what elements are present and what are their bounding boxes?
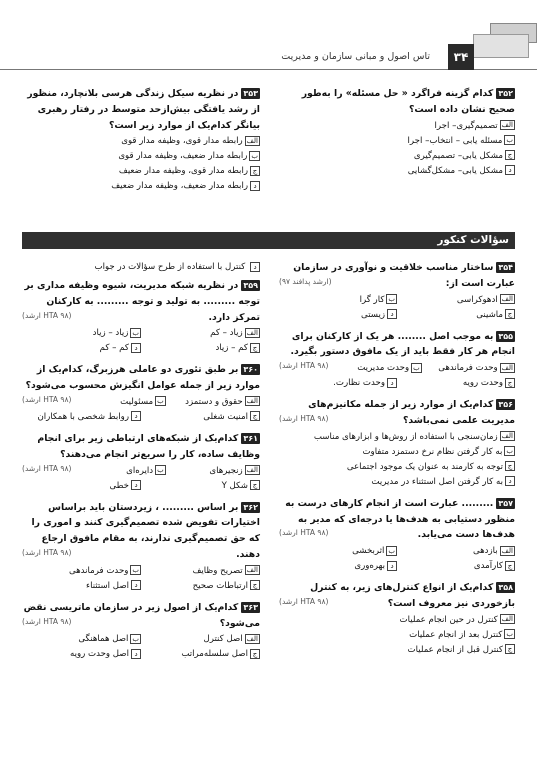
- options-row: [22, 326, 260, 341]
- option-label: د: [250, 181, 260, 191]
- options-row: [71, 464, 260, 479]
- option-text: ادهوکراسی: [456, 294, 498, 305]
- option-label: ب: [506, 136, 513, 145]
- option-item: [22, 134, 260, 149]
- option-item: [279, 376, 397, 391]
- option-label: الف: [246, 566, 258, 575]
- option-label: الف: [246, 328, 258, 337]
- right-column: [279, 260, 515, 664]
- option-label: الف: [246, 634, 258, 643]
- option-item: [166, 464, 260, 479]
- option-item: [166, 395, 260, 410]
- option-label: ج: [250, 166, 260, 176]
- question-number: ۳۵۸: [498, 583, 513, 593]
- option-item: [279, 119, 515, 134]
- option-label: الف: [501, 615, 513, 624]
- option-label: د: [131, 343, 141, 353]
- options-row: [22, 632, 260, 647]
- options-list: [279, 544, 515, 574]
- question-source: (ارشد HTA ۹۸): [22, 547, 72, 557]
- option-text: به کار گرفتن نظام نرخ دستمزد متفاوت: [362, 446, 503, 457]
- options-row: [22, 564, 260, 579]
- top-left-column: [22, 86, 260, 200]
- option-item: [71, 464, 165, 479]
- question-number: ۳۵۹: [243, 281, 258, 290]
- options-row: [22, 341, 260, 356]
- option-text: وحدت مدیریت: [357, 363, 410, 374]
- option-label: ب: [506, 630, 513, 639]
- option-text: توجه به کارمند به عنوان یک موجود اجتماعی: [346, 461, 503, 472]
- question-number: ۳۶۱: [243, 433, 258, 443]
- option-item: [71, 395, 165, 410]
- option-item: [397, 308, 515, 323]
- option-text: کنترل با استفاده از طرح سؤالات در جواب: [94, 262, 246, 272]
- option-item: [422, 361, 515, 376]
- option-item: [22, 647, 141, 662]
- options-row: [279, 559, 515, 574]
- option-text: زمان‌سنجی با استفاده از روش‌ها و ابزارهای مناسب: [313, 431, 498, 442]
- question: [279, 260, 515, 292]
- option-text: مشکل یابی– تصمیم‌گیری: [413, 150, 503, 161]
- option-label: ج: [250, 580, 260, 590]
- page-header: [0, 0, 537, 72]
- options-row: [279, 544, 515, 559]
- option-label: ج: [250, 649, 260, 659]
- option-label: د: [250, 262, 260, 272]
- option-item: [141, 479, 260, 494]
- option-label: الف: [501, 546, 513, 555]
- option-text: زنجیرهای: [209, 465, 243, 476]
- option-item: [141, 632, 260, 647]
- option-item: [141, 410, 260, 425]
- option-text: اثربخشی: [352, 546, 385, 557]
- option-label: ج: [505, 461, 515, 471]
- section-title-bar: سؤالات کنکور: [22, 232, 515, 249]
- options-row: [279, 376, 515, 391]
- question-number: ۳۶۲: [243, 502, 258, 512]
- question-text: کدام‌یک از انواع کنترل‌های زیر، به کنترل بازخوردی نیز معروف است؟: [310, 582, 515, 609]
- option-text: کم – کم: [99, 343, 129, 354]
- question-number: ۳۵۷: [498, 498, 513, 508]
- option-text: کم – زیاد: [215, 343, 248, 354]
- option-item: [279, 460, 515, 475]
- option-item: [22, 410, 141, 425]
- option-text: کنترل قبل از انجام عملیات: [407, 644, 503, 655]
- option-text: وحدت فرماندهی: [438, 363, 498, 374]
- question-number: ۳۵۲: [498, 89, 513, 98]
- option-label: ب: [157, 466, 164, 475]
- question-number: ۳۵۴: [498, 263, 513, 272]
- option-item: [279, 628, 515, 643]
- option-text: زیاد – کم: [210, 328, 243, 339]
- option-text: تصریح وظایف: [192, 565, 243, 576]
- option-label: الف: [501, 432, 513, 441]
- option-label: د: [387, 378, 397, 388]
- option-item: [22, 179, 260, 194]
- option-item: [279, 293, 397, 308]
- question: [22, 600, 260, 632]
- question: [279, 580, 515, 612]
- question-source: (ارشد HTA ۹۸): [279, 528, 329, 538]
- option-label: د: [131, 580, 141, 590]
- option-item: [279, 430, 515, 445]
- question-number: ۳۵۳: [243, 89, 258, 98]
- question-number: ۳۶۳: [243, 602, 258, 612]
- question-source: (ارشد پدافند ۹۷): [279, 276, 332, 286]
- option-label: د: [505, 165, 515, 175]
- option-label: د: [387, 561, 397, 571]
- option-label: ج: [505, 561, 515, 571]
- option-label: ج: [505, 309, 515, 319]
- options-list: [279, 613, 515, 658]
- option-text: اصل هماهنگی: [78, 634, 129, 645]
- option-text: مسئله یابی – انتخاب– اجرا: [407, 135, 503, 146]
- option-text: امنیت شغلی: [203, 411, 248, 422]
- option-text: اصل وحدت رویه: [69, 649, 129, 660]
- option-text: حقوق و دستمزد: [185, 396, 243, 407]
- question: [279, 496, 515, 543]
- options-row: [22, 479, 260, 494]
- option-item: [22, 579, 141, 594]
- question-number: ۳۵۶: [498, 400, 513, 410]
- left-column: [22, 260, 260, 668]
- option-label: د: [131, 480, 141, 490]
- option-label: ب: [251, 151, 258, 160]
- option-text: دایره‌ای: [126, 465, 154, 476]
- option-label: الف: [501, 363, 513, 372]
- question-number: ۳۶۰: [243, 365, 258, 375]
- option-item: [397, 544, 515, 559]
- options-row: [22, 579, 260, 594]
- question-source: (ارشد HTA ۹۸): [22, 616, 72, 626]
- options-row: [22, 647, 260, 662]
- page-number: ۳۴: [448, 44, 474, 70]
- option-text: مشکل یابی– مشکل‌گشایی: [407, 165, 503, 176]
- option-label: ب: [413, 363, 420, 372]
- question-text: در نظریه شبکه مدیریت، شیوه وظیفه مداری بر توجه ......... به تولید و توجه ......... به کارکنان تمرکز دارد.: [24, 280, 260, 323]
- option-item: [279, 613, 515, 628]
- option-item: [279, 544, 397, 559]
- option-label: الف: [246, 466, 258, 475]
- option-text: تصمیم‌گیری– اجرا: [434, 120, 498, 131]
- option-item: [141, 564, 260, 579]
- book-title: تاس اصول و مبانی سازمان و مدیریت: [281, 51, 430, 62]
- option-label: ج: [505, 644, 515, 654]
- option-text: زیاد – زیاد: [92, 328, 129, 339]
- option-text: بازدهی: [472, 546, 498, 557]
- option-text: اصل سلسله‌مراتب: [181, 649, 248, 660]
- option-text: ماشینی: [476, 309, 503, 320]
- option-text: اصل کنترل: [203, 634, 243, 645]
- options-row: [71, 395, 260, 410]
- question-text: ساختار مناسب خلاقیت و نوآوری در سازمان عبارت است از:: [293, 262, 515, 289]
- question-source: (ارشد HTA ۹۸): [22, 310, 72, 320]
- option-text: کار گرا: [359, 294, 385, 305]
- option-label: الف: [246, 397, 258, 406]
- question: [279, 86, 515, 118]
- option-text: وحدت فرماندهی: [68, 565, 129, 576]
- option-label: ب: [132, 328, 139, 337]
- option-item: [22, 341, 141, 356]
- option-item: [279, 149, 515, 164]
- option-text: رابطه مدار قوی، وظیفه مدار قوی: [121, 136, 243, 147]
- options-list: [279, 293, 515, 323]
- options-list: [22, 632, 260, 662]
- option-item: [279, 308, 397, 323]
- option-text: وحدت رویه: [462, 378, 503, 389]
- option-text: وحدت نظارت.: [333, 378, 385, 389]
- option-text: شکل Y: [221, 480, 248, 491]
- option-text: رابطه مدار قوی، وظیفه مدار ضعیف: [118, 166, 248, 177]
- question-text: بر طبق تئوری دو عاملی هرزبرگ، کدام‌یک از موارد زیر از جمله عوامل انگیزش محسوب می‌شود؟: [25, 364, 260, 392]
- option-label: ب: [388, 295, 395, 304]
- question-source: (ارشد HTA ۹۸): [22, 463, 72, 473]
- option-text: زیستی: [361, 309, 385, 320]
- option-label: ج: [250, 480, 260, 490]
- option-label: د: [131, 411, 141, 421]
- question-text: کدام‌یک از اصول زیر در سازمان ماتریسی نقض می‌شود؟: [23, 601, 260, 629]
- option-item: [141, 326, 260, 341]
- question: [22, 86, 260, 133]
- option-label: الف: [501, 295, 513, 304]
- question-text: کدام‌یک از شبکه‌های ارتباطی زیر برای انجام وظایف ساده، کار را سریع‌تر انجام می‌دهند؟: [37, 432, 260, 460]
- option-label: د: [505, 476, 515, 486]
- question-text: کدام گزینه فراگرد « حل مسئله» را به‌طور صحیح نشان داده است؟: [301, 88, 515, 115]
- option-text: کنترل در حین انجام عملیات: [399, 614, 498, 625]
- option-item: [279, 134, 515, 149]
- option-label: ب: [506, 447, 513, 456]
- option-label: الف: [246, 136, 258, 145]
- option-text: ارتباطات صحیح: [192, 580, 248, 591]
- top-right-column: [279, 86, 515, 185]
- option-item: [279, 643, 515, 658]
- options-row: [328, 361, 515, 376]
- option-item: [141, 579, 260, 594]
- option-label: ب: [388, 546, 395, 555]
- option-item: [279, 559, 397, 574]
- question-text: کدام‌یک از موارد زیر از جمله مکانیزم‌های مدیریت علمی نمی‌باشد؟: [308, 399, 515, 426]
- question-text: بر اساس ......... ، زیردستان باید براساس اختیارات تفویض شده تصمیم‌گیری کنند و اموری را که حق تصمیم‌گیری ندارند، به مقام مافوق ارجاع دهند.: [31, 501, 260, 560]
- options-row: [22, 410, 260, 425]
- option-label: ج: [250, 411, 260, 421]
- options-list: [22, 564, 260, 594]
- option-label: ج: [505, 378, 515, 388]
- question-text: در نظریه سیکل زندگی هرسی بلانچارد، منظور از رشد یافتگی بیش‌ازحد متوسط در رفتار رهبری بیانگر کدام‌یک از موارد زیر است؟: [27, 88, 260, 131]
- option-item: [22, 260, 260, 275]
- option-text: کارآمدی: [473, 561, 503, 572]
- option-item: [22, 326, 141, 341]
- question-number: ۳۵۵: [498, 331, 513, 341]
- option-item: [22, 149, 260, 164]
- option-label: ج: [505, 150, 515, 160]
- option-text: رابطه مدار ضعیف، وظیفه مدار قوی: [118, 151, 248, 162]
- option-text: مسئولیت: [120, 396, 154, 407]
- option-item: [22, 632, 141, 647]
- option-text: رابطه مدار ضعیف، وظیفه مدار ضعیف: [111, 181, 248, 192]
- option-item: [328, 361, 421, 376]
- options-list: [22, 134, 260, 194]
- question: [279, 397, 515, 429]
- question-source: (ارشد HTA ۹۸): [279, 596, 329, 606]
- option-label: د: [131, 649, 141, 659]
- option-item: [397, 376, 515, 391]
- option-text: به کار گرفتن اصل استثناء در مدیریت: [371, 476, 503, 487]
- option-item: [279, 164, 515, 179]
- option-item: [141, 647, 260, 662]
- options-row: [279, 293, 515, 308]
- options-list: [279, 430, 515, 490]
- options-list: [22, 326, 260, 356]
- option-label: ب: [157, 397, 164, 406]
- option-text: اصل استثناء: [86, 580, 129, 591]
- option-text: بهره‌وری: [354, 561, 385, 572]
- question-text: ......... عبارت است از انجام کارهای درست به منظور دستیابی به هدف‌ها یا درجه‌ای که مدیر به هدف‌ها دست می‌یابد.: [285, 497, 515, 541]
- question-source: (ارشد HTA ۹۸): [279, 361, 329, 371]
- option-item: [279, 445, 515, 460]
- options-row: [279, 308, 515, 323]
- question: [22, 278, 260, 325]
- option-label: ب: [132, 634, 139, 643]
- option-label: د: [387, 309, 397, 319]
- option-item: [141, 341, 260, 356]
- option-text: خطی: [109, 480, 129, 491]
- option-item: [279, 475, 515, 490]
- option-text: کنترل بعد از انجام عملیات: [409, 629, 503, 640]
- question: [22, 500, 260, 563]
- option-item: [397, 293, 515, 308]
- option-item: [22, 564, 141, 579]
- option-label: ج: [250, 343, 260, 353]
- option-text: روابط شخصی با همکاران: [37, 411, 129, 422]
- question-source: (ارشد HTA ۹۸): [279, 413, 329, 423]
- question-source: (ارشد HTA ۹۸): [22, 394, 72, 404]
- option-item: [397, 559, 515, 574]
- option-label: الف: [501, 121, 513, 130]
- question-text: به موجب اصل ........ هر یک از کارکنان برای انجام هر کار فقط باید از یک مافوق دستور بگیرد.: [290, 330, 515, 358]
- options-list: [279, 119, 515, 179]
- option-label: ب: [132, 566, 139, 575]
- option-item: [22, 479, 141, 494]
- option-item: [22, 164, 260, 179]
